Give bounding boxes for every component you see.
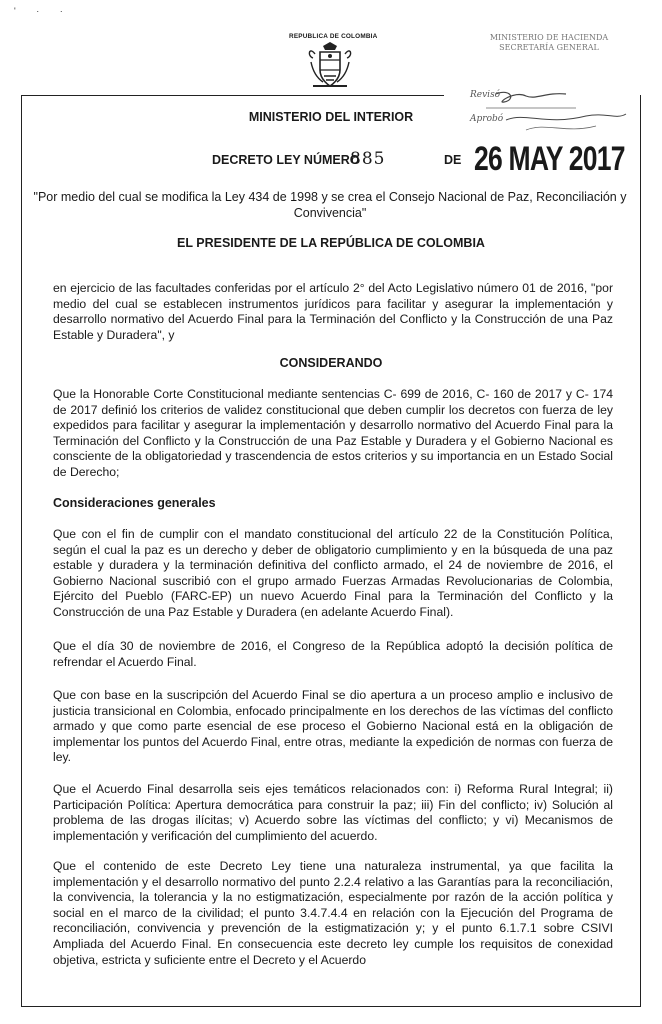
decree-label: DECRETO LEY NÚMERO bbox=[212, 153, 360, 167]
ministry-title: MINISTERIO DEL INTERIOR bbox=[248, 110, 414, 124]
considerando-heading: CONSIDERANDO bbox=[279, 356, 383, 370]
signature-label: Revisó bbox=[470, 90, 501, 100]
scan-specks: ' · · bbox=[14, 6, 72, 16]
intro-paragraph: en ejercicio de las facultades conferidas por el artículo 2° del Acto Legislativo número 01 de 2016, "por medio del cual se establecen instrumentos jurídicos para facilitar y asegurar la implementación y desarrollo normativo del Acuerdo Final para la Terminación del Conflicto y la Construcción de una Paz Estable y Duradera", y bbox=[53, 281, 613, 342]
republic-label: REPUBLICA DE COLOMBIA bbox=[289, 33, 378, 40]
date-prefix: DE bbox=[444, 153, 462, 167]
consideraciones-heading: Consideraciones generales bbox=[53, 496, 216, 510]
paragraph-1: Que la Honorable Corte Constitucional mediante sentencias C- 699 de 2016, C- 160 de 2017 y C- 174 de 2017 definió los criterios de validez constitucional que deben cumplir los decretos con fuerza de ley expedidos para facilitar y asegurar la implementación y desarrollo normativo del Acuerdo Final para la Terminación del Conflicto y la Construcción de una Paz Estable y Duradera y el Gobierno Nacional es consciente de la obligatoriedad y trascendencia de estos criterios y su importancia en un Estado Social de Derecho; bbox=[53, 387, 613, 479]
decree-number: 885 bbox=[350, 149, 386, 169]
stamp-line: SECRETARÍA GENERAL bbox=[499, 43, 599, 52]
stamp-line: MINISTERIO DE HACIENDA bbox=[489, 33, 609, 42]
paragraph-5: Que el Acuerdo Final desarrolla seis ejes temáticos relacionados con: i) Reforma Rural Integral; ii) Participación Política: Apertura democrática para construir la paz; iii) Fin del conflicto; iv) Solución al problema de las drogas ilícitas; v) Acuerdo sobre las víctimas del conflicto; y vi) Mecanismos de implementación y verificación del cumplimiento del acuerdo. bbox=[53, 782, 613, 843]
coat-of-arms-icon bbox=[305, 42, 355, 92]
paragraph-2: Que con el fin de cumplir con el mandato constitucional del artículo 22 de la Constitución Política, según el cual la paz es un derecho y deber de obligatorio cumplimiento y en la búsqueda de una paz estable y duradera y la terminación definitiva del conflicto armado, el 24 de noviembre de 2016, el Gobierno Nacional suscribió con el grupo armado Fuerzas Armadas Revolucionarias de Colombia, Ejército del Pueblo (FARC-EP) un nuevo Acuerdo Final para la Terminación del Conflicto y la Construcción de una Paz Estable y Duradera (en adelante Acuerdo Final). bbox=[53, 527, 613, 619]
date-stamp: 26 MAY 2017 bbox=[474, 140, 625, 178]
signature-label: Aprobó bbox=[470, 114, 504, 124]
paragraph-6: Que el contenido de este Decreto Ley tiene una naturaleza instrumental, ya que facilita la implementación y el desarrollo normativo del punto 2.2.4 relativo a las Garantías para la reconciliación, la convivencia, la tolerancia y la no estigmatización, especialmente por razón de la acción política y social en el marco de la civilidad; el punto 3.4.7.4.4 en relación con la Ejecución del Programa de reconciliación, convivencia y prevención de la estigmatización y; y el punto 6.1.7.1 sobre CSIVI Ampliada del Acuerdo Final. En consecuencia este decreto ley cumple los requisitos de conexidad objetiva, estricta y suficiente entre el Decreto y el Acuerdo bbox=[53, 859, 613, 967]
paragraph-4: Que con base en la suscripción del Acuerdo Final se dio apertura a un proceso amplio e inclusivo de justicia transicional en Colombia, enfocado principalmente en los derechos de las víctimas del conflicto armado y que como parte esencial de ese proceso el Gobierno Nacional está en la obligación de implementar los puntos del Acuerdo Final, entre otras, mediante la expedición de normas con fuerza de ley. bbox=[53, 688, 613, 765]
paragraph-3: Que el día 30 de noviembre de 2016, el Congreso de la República adoptó la decisión política de refrendar el Acuerdo Final. bbox=[53, 639, 613, 669]
received-stamp bbox=[474, 33, 624, 53]
president-heading: EL PRESIDENTE DE LA REPÚBLICA DE COLOMBIA bbox=[177, 236, 485, 250]
decree-subtitle: "Por medio del cual se modifica la Ley 434 de 1998 y se crea el Consejo Nacional de Paz, Reconciliación y Convivencia" bbox=[33, 190, 627, 220]
